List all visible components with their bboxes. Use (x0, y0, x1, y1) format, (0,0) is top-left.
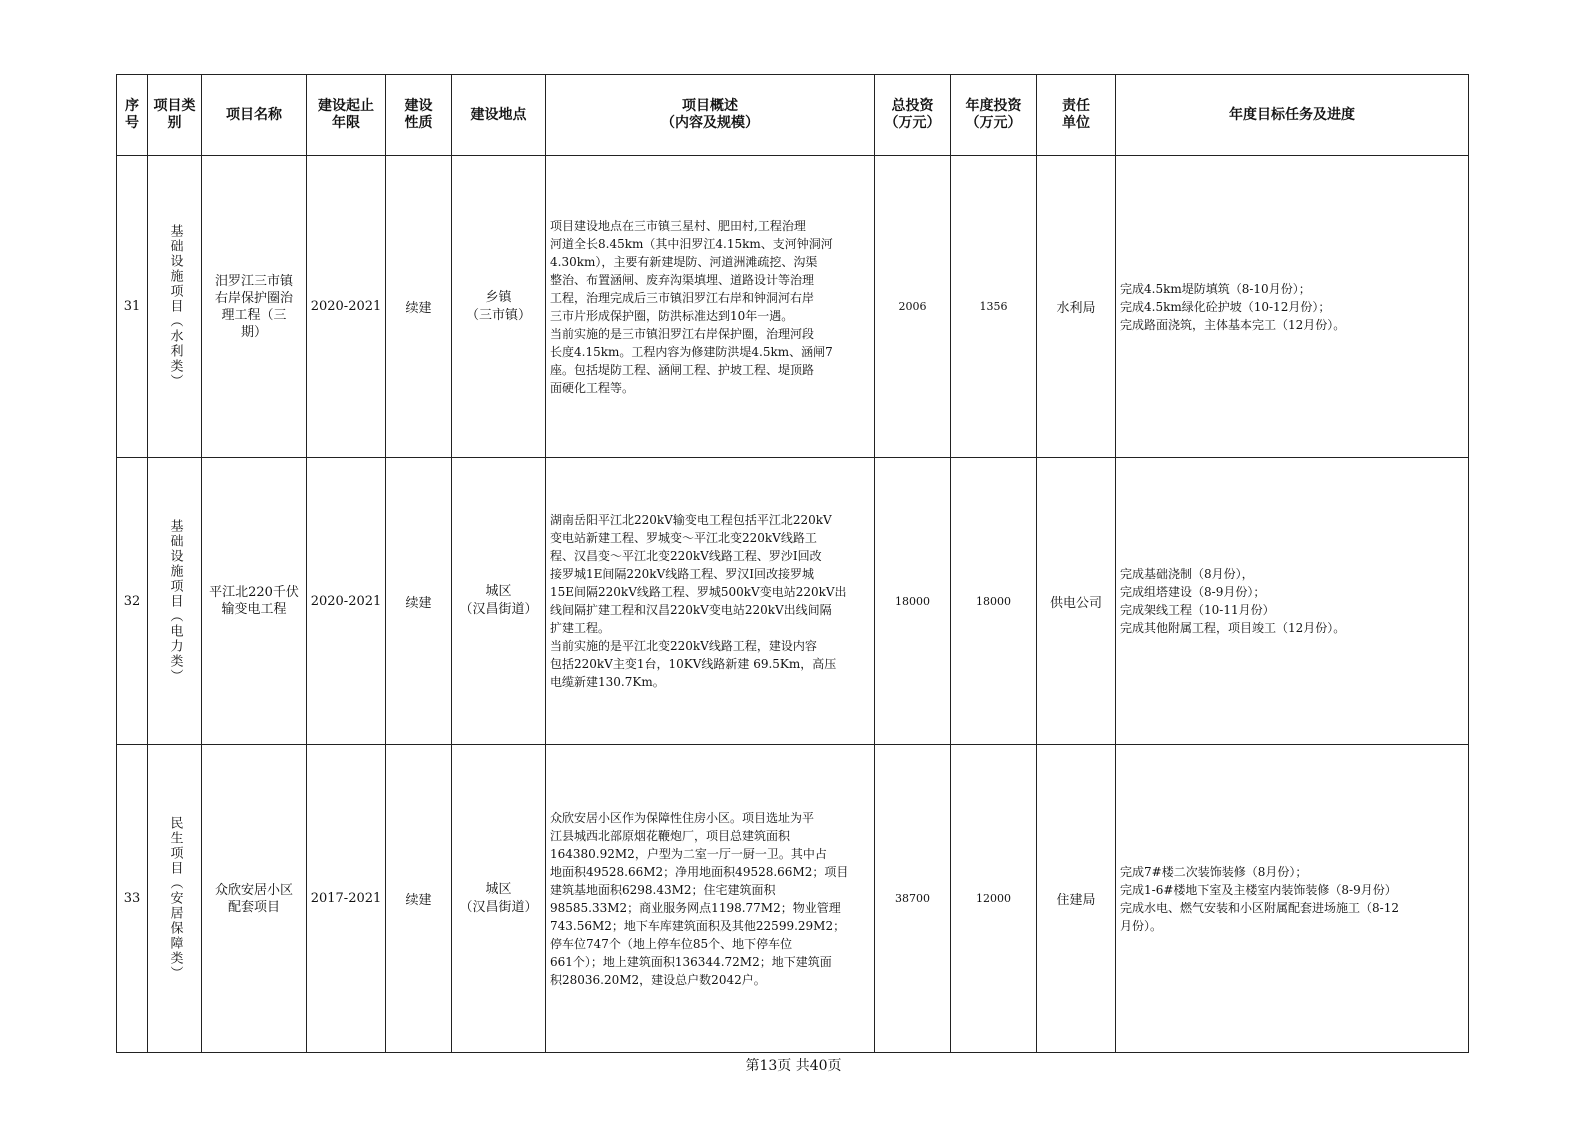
project-table (116, 74, 1469, 1053)
project-name-text: 众欣安居小区 配套项目 (214, 882, 293, 915)
header-annual-investment: 年度投资 （万元） (951, 75, 1037, 156)
category-text: 基础设施项目（电力类） (167, 518, 183, 684)
row-total-investment: 2006 (875, 156, 951, 458)
row-seq: 32 (117, 458, 148, 745)
row-target (1116, 458, 1469, 745)
header-overview: 项目概述 （内容及规模） (546, 75, 875, 156)
header-location: 建设地点 (452, 75, 546, 156)
header-responsible-unit: 责任 单位 (1037, 75, 1116, 156)
location-text: 城区 （汉昌街道） (459, 881, 538, 915)
row-period: 2020-2021 (307, 156, 386, 458)
row-project-name (202, 458, 307, 745)
table-row (117, 458, 1469, 745)
header-target: 年度目标任务及进度 (1116, 75, 1469, 156)
row-nature: 续建 (386, 458, 452, 745)
row-category (148, 745, 202, 1053)
header-seq: 序 号 (117, 75, 148, 156)
page-footer: 第13页 共40页 (745, 1058, 842, 1074)
row-category (148, 458, 202, 745)
overview-text: 项目建设地点在三市镇三星村、肥田村,工程治理 河道全长8.45km（其中汨罗江4.15km、支河钟洞河 4.30km），主要有新建堤防、河道洲滩疏挖、沟渠 整治、布置涵闸、废弃沟渠填埋、道路设计等治理 工程，治理完成后三市镇汨罗江右岸和钟洞河右岸 三市片形成保护圈，防洪标准达到10年一遇。 当前实施的是三市镇汨罗江右岸保护圈，治理河段 长度4.15km。工程内容为修建防洪堤4.5km、涵闸7 座。包括堤防工程、涵闸工程、护坡工程、堤顶路 面硬化工程等。 (550, 218, 833, 395)
row-target (1116, 745, 1469, 1053)
row-overview (546, 156, 875, 458)
table-row (117, 745, 1469, 1053)
location-text: 乡镇 （三市镇） (465, 289, 531, 323)
row-project-name (202, 156, 307, 458)
category-text: 基础设施项目（水利类） (167, 224, 183, 389)
header-nature: 建设 性质 (386, 75, 452, 156)
header-row (117, 75, 1469, 156)
header-total-investment: 总投资 （万元） (875, 75, 951, 156)
overview-text: 湖南岳阳平江北220kV输变电工程包括平江北220kV 变电站新建工程、罗城变～平江北变220kV线路工 程、汉昌变～平江北变220kV线路工程、罗沙I回改 接罗城1E间隔220kV线路工程、罗汉I回改接罗城 15E间隔220kV线路工程、罗城500kV变电站220kV出 线间隔扩建工程和汉昌220kV变电站220kV出线间隔 扩建工程。 当前实施的是平江北变220kV线路工程，建设内容 包括220kV主变1台，10KV线路新建 69.5Km，高压 电缆新建130.7Km。 (550, 513, 847, 689)
row-seq: 31 (117, 156, 148, 458)
header-name: 项目名称 (202, 75, 307, 156)
row-period: 2020-2021 (307, 458, 386, 745)
row-location (452, 745, 546, 1053)
row-location (452, 156, 546, 458)
row-overview (546, 458, 875, 745)
category-text: 民生项目（安居保障类） (167, 816, 183, 981)
overview-text: 众欣安居小区作为保障性住房小区。项目选址为平 江县城西北部原烟花鞭炮厂，项目总建筑面积 164380.92M2，户型为二室一厅一厨一卫。其中占 地面积49528.66M2；净用地面积49528.66M2；项目 建筑基地面积6298.43M2；住宅建筑面积 98585.33M2；商业服务网点1198.77M2；物业管理 743.56M2；地下车库建筑面积及其他22599.29M2； 停车位747个（地上停车位85个、地下停车位 661个）；地上建筑面积136344.72M2；地下建筑面 积28036.20M2，建设总户数2042户。 (550, 810, 849, 987)
row-category (148, 156, 202, 458)
row-total-investment: 38700 (875, 745, 951, 1053)
target-text: 完成7#楼二次装饰装修（8月份）； 完成1-6#楼地下室及主楼室内装饰装修（8-9月份） 完成水电、燃气安装和小区附属配套进场施工（8-12 月份）。 (1120, 864, 1399, 933)
target-text: 完成4.5km堤防填筑（8-10月份）； 完成4.5km绿化砼护坡（10-12月份）； 完成路面浇筑，主体基本完工（12月份）。 (1120, 281, 1346, 332)
location-text: 城区 （汉昌街道） (459, 584, 538, 617)
table-row (117, 156, 1469, 458)
row-target (1116, 156, 1469, 458)
row-total-investment: 18000 (875, 458, 951, 745)
project-name-text: 平江北220千伏 输变电工程 (209, 585, 299, 617)
row-location (452, 458, 546, 745)
row-responsible-unit: 水利局 (1037, 156, 1116, 458)
row-annual-investment: 12000 (951, 745, 1037, 1053)
row-seq: 33 (117, 745, 148, 1053)
row-period: 2017-2021 (307, 745, 386, 1053)
row-project-name (202, 745, 307, 1053)
row-nature: 续建 (386, 745, 452, 1053)
row-responsible-unit: 住建局 (1037, 745, 1116, 1053)
row-overview (546, 745, 875, 1053)
header-period: 建设起止 年限 (307, 75, 386, 156)
header-category: 项目类 别 (148, 75, 202, 156)
row-annual-investment: 1356 (951, 156, 1037, 458)
row-responsible-unit: 供电公司 (1037, 458, 1116, 745)
row-nature: 续建 (386, 156, 452, 458)
project-name-text: 汨罗江三市镇 右岸保护圈治 理工程（三 期） (214, 273, 293, 340)
target-text: 完成基础浇制（8月份）， 完成组塔建设（8-9月份）； 完成架线工程（10-11月份） 完成其他附属工程，项目竣工（12月份）。 (1120, 567, 1346, 635)
row-annual-investment: 18000 (951, 458, 1037, 745)
